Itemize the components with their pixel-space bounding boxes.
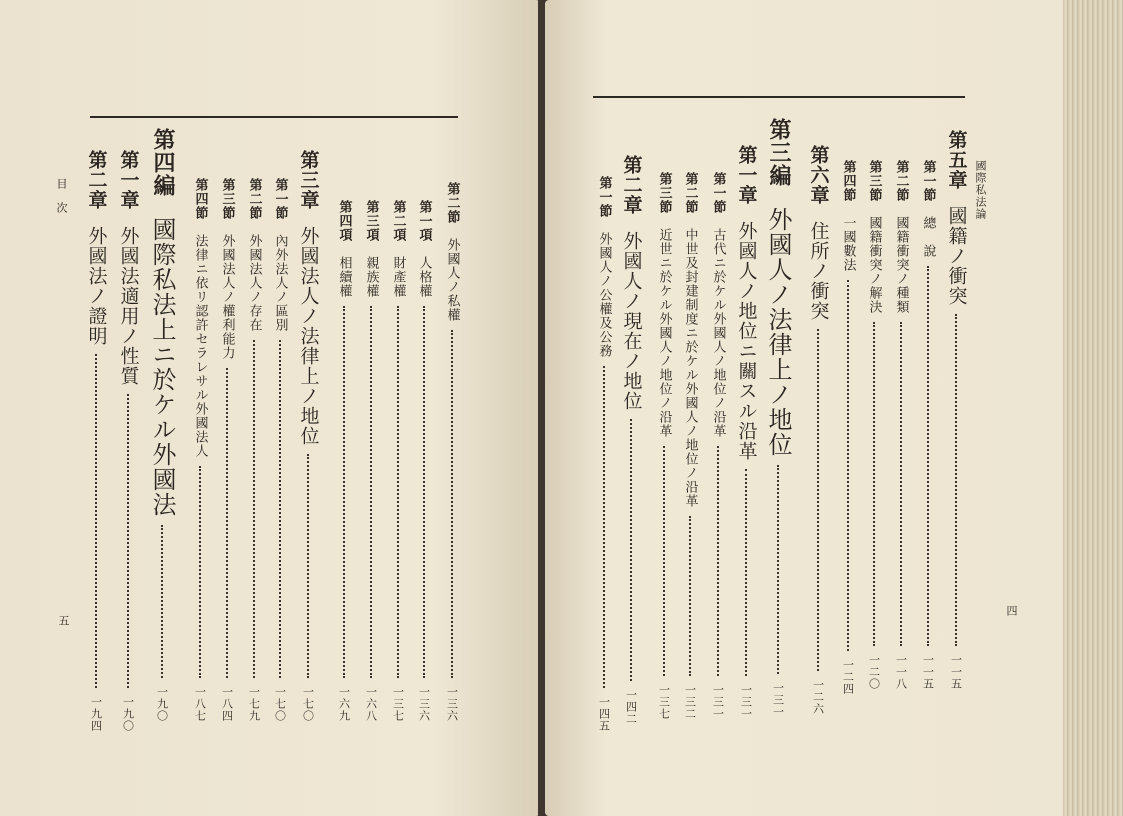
toc-entry — [650, 172, 678, 720]
entry-label: 第三項 — [363, 200, 379, 242]
entry-title: 住所ノ衝突 — [807, 221, 830, 321]
toc-entry — [410, 200, 438, 722]
entry-label: 第三節 — [219, 178, 235, 220]
entry-label: 第一節 — [710, 172, 726, 214]
entry-label: 第三節 — [656, 172, 672, 214]
toc-entry — [676, 172, 704, 720]
toc-entry — [617, 155, 645, 725]
entry-label: 第二節 — [893, 160, 909, 202]
dot-leader — [717, 446, 719, 676]
entry-label: 第二節 — [682, 172, 698, 214]
entry-title: 國籍衝突ノ解決 — [866, 216, 882, 314]
entry-label: 第一節 — [920, 160, 936, 202]
toc-entry — [384, 200, 412, 722]
entry-label: 第四節 — [192, 178, 208, 220]
dot-leader — [817, 329, 819, 671]
entry-page: 一六八 — [364, 686, 378, 722]
toc-entry — [148, 128, 176, 722]
entry-page: 一八四 — [220, 686, 234, 722]
entry-label: 第三節 — [866, 160, 882, 202]
entry-title: 外國人ノ現在ノ地位 — [620, 231, 643, 411]
entry-title: 一國數法 — [840, 216, 856, 272]
toc-entry — [294, 150, 322, 722]
entry-label: 第四項 — [336, 200, 352, 242]
dot-leader — [630, 419, 632, 681]
entry-title: 國籍衝突ノ種類 — [893, 216, 909, 314]
entry-title: 國際私法上ニ於ケル外國法 — [148, 217, 176, 517]
entry-page: 一二六 — [811, 679, 825, 715]
dot-leader — [127, 394, 129, 688]
entry-label: 第三章 — [297, 150, 320, 210]
dot-leader — [307, 454, 309, 678]
entry-title: 相續權 — [336, 256, 352, 298]
dot-leader — [279, 340, 281, 678]
entry-label: 第六章 — [807, 145, 830, 205]
entry-label: 第二項 — [390, 200, 406, 242]
dot-leader — [161, 525, 163, 678]
entry-label: 第四編 — [150, 128, 175, 197]
dot-leader — [397, 306, 399, 678]
entry-label: 第二節 — [444, 182, 460, 224]
dot-leader — [95, 354, 97, 688]
toc-entry — [590, 176, 618, 732]
entry-page: 一七〇 — [273, 686, 287, 722]
toc-entry — [942, 130, 970, 690]
entry-title: 法律ニ依リ認許セラレサル外國法人 — [192, 234, 208, 458]
toc-entry — [357, 200, 385, 722]
entry-label: 第四節 — [840, 160, 856, 202]
entry-label: 第二章 — [85, 150, 108, 210]
entry-label: 第五章 — [945, 130, 968, 190]
dot-leader — [689, 516, 691, 676]
entry-label: 第一章 — [117, 150, 140, 210]
dot-leader — [777, 465, 779, 674]
entry-page: 一六九 — [337, 686, 351, 722]
page-edges — [1063, 0, 1123, 816]
entry-title: 外國人ノ法律上ノ地位 — [764, 207, 792, 457]
entry-page: 一七〇 — [301, 686, 315, 722]
entry-page: 一八七 — [193, 686, 207, 722]
entry-title: 古代ニ於ケル外國人ノ地位ノ沿革 — [710, 228, 726, 438]
entry-title: 外國人ノ公權及公務 — [596, 232, 612, 358]
entry-title: 親族權 — [363, 256, 379, 298]
toc-entry — [240, 178, 268, 722]
dot-leader — [253, 340, 255, 678]
page-number-right: 四 — [1005, 605, 1018, 617]
entry-title: 外國人ノ地位ニ關スル沿革 — [735, 221, 758, 461]
entry-page: 一二四 — [841, 659, 855, 695]
toc-entry — [213, 178, 241, 722]
entry-label: 第一節 — [596, 176, 612, 218]
entry-page: 一一八 — [894, 654, 908, 690]
entry-page: 一一五 — [949, 654, 963, 690]
entry-page: 一九〇 — [121, 696, 135, 732]
entry-title: 總 說 — [920, 216, 936, 258]
dot-leader — [603, 366, 605, 688]
dot-leader — [745, 469, 747, 676]
entry-page: 一九〇 — [155, 686, 169, 722]
entry-title: 近世ニ於ケル外國人ノ地位ノ沿革 — [656, 228, 672, 438]
entry-label: 第三編 — [766, 118, 791, 187]
dot-leader — [873, 322, 875, 646]
toc-entry — [834, 160, 862, 695]
entry-title: 外國人ノ私權 — [444, 238, 460, 322]
dot-leader — [451, 330, 453, 678]
running-head-right: 國際私法論 — [974, 160, 987, 220]
entry-page: 一三一 — [739, 684, 753, 720]
entry-page: 一三六 — [417, 686, 431, 722]
entry-label: 第一節 — [272, 178, 288, 220]
page-number-left: 五 — [57, 615, 70, 627]
entry-title: 國籍ノ衝突 — [945, 206, 968, 306]
entry-page: 一三一 — [711, 684, 725, 720]
top-rule — [90, 116, 458, 118]
entry-page: 一三一 — [771, 682, 785, 718]
entry-title: 外國法適用ノ性質 — [117, 226, 140, 386]
entry-page: 一三二 — [683, 684, 697, 720]
dot-leader — [370, 306, 372, 678]
entry-label: 第一章 — [735, 145, 758, 205]
entry-title: 中世及封建制度ニ於ケル外國人ノ地位ノ沿革 — [682, 228, 698, 508]
toc-entry — [186, 178, 214, 722]
toc-entry — [266, 178, 294, 722]
dot-leader — [423, 306, 425, 678]
entry-page: 一二〇 — [867, 654, 881, 690]
entry-page: 一四二 — [624, 689, 638, 725]
dot-leader — [226, 368, 228, 678]
toc-entry — [732, 145, 760, 720]
entry-title: 人格權 — [416, 256, 432, 298]
entry-title: 財產權 — [390, 256, 406, 298]
toc-entry — [860, 160, 888, 690]
dot-leader — [847, 280, 849, 651]
toc-entry — [704, 172, 732, 720]
entry-label: 第二章 — [620, 155, 643, 215]
running-head-left: 目 次 — [55, 178, 68, 214]
toc-entry — [764, 118, 792, 718]
toc-entry — [438, 182, 466, 722]
entry-page: 一四五 — [597, 696, 611, 732]
toc-entry — [82, 150, 110, 732]
top-rule — [593, 96, 965, 98]
entry-label: 第一項 — [416, 200, 432, 242]
dot-leader — [663, 446, 665, 676]
entry-title: 外國法人ノ權利能力 — [219, 234, 235, 360]
entry-title: 外國法人ノ存在 — [246, 234, 262, 332]
entry-page: 一三七 — [657, 684, 671, 720]
entry-page: 一一五 — [921, 654, 935, 690]
toc-entry — [804, 145, 832, 715]
dot-leader — [199, 466, 201, 678]
entry-page: 一三七 — [391, 686, 405, 722]
toc-entry — [914, 160, 942, 690]
toc-entry — [887, 160, 915, 690]
entry-page: 一九四 — [89, 696, 103, 732]
entry-title: 外國法人ノ法律上ノ地位 — [297, 226, 320, 446]
dot-leader — [927, 266, 929, 646]
toc-entry — [114, 150, 142, 732]
dot-leader — [343, 306, 345, 678]
dot-leader — [900, 322, 902, 646]
toc-entry — [330, 200, 358, 722]
entry-label: 第二節 — [246, 178, 262, 220]
entry-page: 一三六 — [445, 686, 459, 722]
entry-page: 一七九 — [247, 686, 261, 722]
dot-leader — [955, 314, 957, 646]
entry-title: 內外法人ノ區別 — [272, 234, 288, 332]
entry-title: 外國法ノ證明 — [85, 226, 108, 346]
